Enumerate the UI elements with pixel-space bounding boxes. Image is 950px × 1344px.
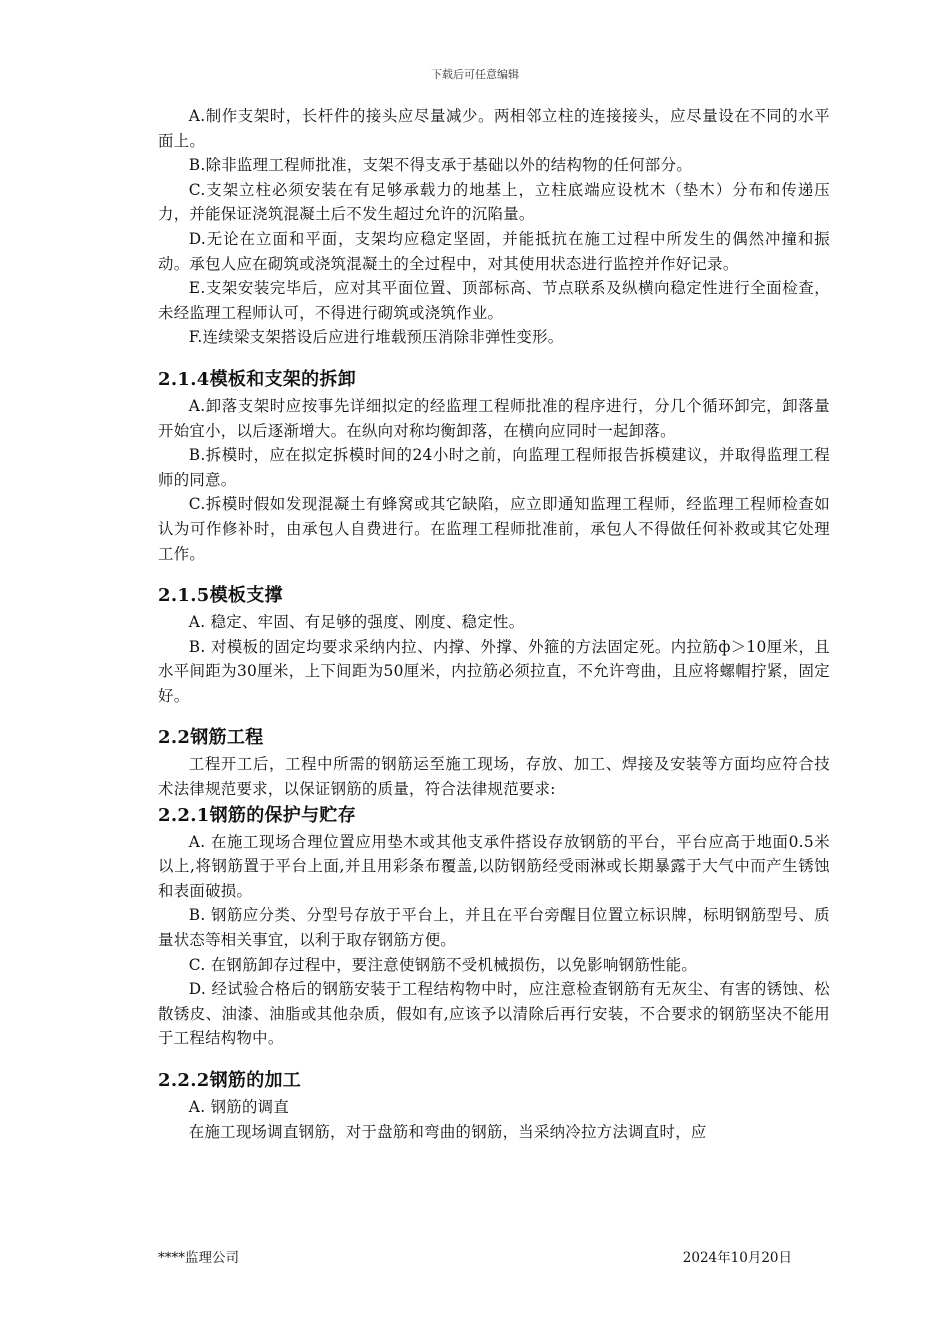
footer-date: 2024年10月20日 (682, 1250, 792, 1266)
section-heading: 2.1.5模板支撑 (158, 585, 283, 607)
paragraph: B. 对模板的固定均要求采纳内拉、内撑、外撑、外箍的方法固定死。内拉筋ф＞10厘米，且水平间距为30厘米，上下间距为50厘米，内拉筋必须拉直，不允许弯曲，且应将螺帽拧紧，固定好。 (158, 637, 830, 705)
paragraph: B.除非监理工程师批准，支架不得支承于基础以外的结构物的任何部分。 (188, 156, 693, 175)
section-heading: 2.2钢筋工程 (158, 727, 264, 749)
paragraph: C. 在钢筋卸存过程中，要注意使钢筋不受机械损伤，以免影响钢筋性能。 (188, 955, 698, 974)
page-header: 下载后可任意编辑 (431, 68, 519, 81)
paragraph: D. 经试验合格后的钢筋安装于工程结构物中时，应注意检查钢筋有无灰尘、有害的锈蚀、松散锈皮、油漆、油脂或其他杂质，假如有,应该予以清除后再行安装，不合要求的钢筋坚决不能用于工程结构物中。 (158, 980, 830, 1048)
paragraph: 工程开工后，工程中所需的钢筋运至施工现场，存放、加工、焊接及安装等方面均应符合技术法律规范要求，以保证钢筋的质量，符合法律规范要求: (158, 755, 830, 799)
section-gap (158, 1051, 830, 1067)
paragraph: C.支架立柱必须安装在有足够承载力的地基上，立柱底端应设枕木（垫木）分布和传递压力，并能保证浇筑混凝土后不发生超过允许的沉陷量。 (158, 180, 830, 224)
section-gap (158, 566, 830, 582)
section-heading: 2.2.2钢筋的加工 (158, 1070, 302, 1091)
paragraph: A.卸落支架时应按事先详细拟定的经监理工程师批准的程序进行，分几个循环卸完，卸落量开始宜小，以后逐渐增大。在纵向对称均衡卸落，在横向应同时一起卸落。 (158, 396, 830, 440)
footer-company: ****监理公司 (158, 1250, 239, 1266)
paragraph: A.制作支架时，长杆件的接头应尽量减少。两相邻立柱的连接接头，应尽量设在不同的水平面上。 (158, 107, 830, 150)
paragraph: B. 钢筋应分类、分型号存放于平台上，并且在平台旁醒目位置立标识牌，标明钢筋型号、质量状态等相关事宜，以利于取存钢筋方便。 (158, 906, 830, 950)
section-gap (158, 708, 830, 724)
section-heading: 2.2.1钢筋的保护与贮存 (158, 804, 357, 826)
paragraph: 在施工现场调直钢筋，对于盘筋和弯曲的钢筋，当采纳冷拉方法调直时，应 (188, 1122, 707, 1141)
paragraph: D.无论在立面和平面，支架均应稳定坚固，并能抵抗在施工过程中所发生的偶然冲撞和振动。承包人应在砌筑或浇筑混凝土的全过程中，对其使用状态进行监控并作好记录。 (158, 229, 830, 273)
paragraph: A. 稳定、牢固、有足够的强度、刚度、稳定性。 (188, 613, 525, 632)
paragraph: F.连续梁支架搭设后应进行堆载预压消除非弹性变形。 (188, 328, 564, 347)
document-body (158, 104, 830, 1144)
paragraph: A. 在施工现场合理位置应用垫木或其他支承件搭设存放钢筋的平台，平台应高于地面0.5米以上,将钢筋置于平台上面,并且用彩条布覆盖,以防钢筋经受雨淋或长期暴露于大气中而产生锈蚀和表面破损。 (158, 832, 830, 900)
paragraph: C.拆模时假如发现混凝土有蜂窝或其它缺陷，应立即通知监理工程师，经监理工程师检查如认为可作修补时，由承包人自费进行。在监理工程师批准前，承包人不得做任何补救或其它处理工作。 (158, 495, 830, 563)
paragraph: E.支架安装完毕后，应对其平面位置、顶部标高、节点联系及纵横向稳定性进行全面检查，未经监理工程师认可，不得进行砌筑或浇筑作业。 (158, 279, 830, 322)
section-heading: 2.1.4模板和支架的拆卸 (158, 368, 357, 390)
paragraph: A. 钢筋的调直 (188, 1098, 290, 1116)
section-gap (158, 350, 830, 366)
paragraph: B.拆模时，应在拟定拆模时间的24小时之前，向监理工程师报告拆模建议，并取得监理工程师的同意。 (158, 446, 830, 489)
